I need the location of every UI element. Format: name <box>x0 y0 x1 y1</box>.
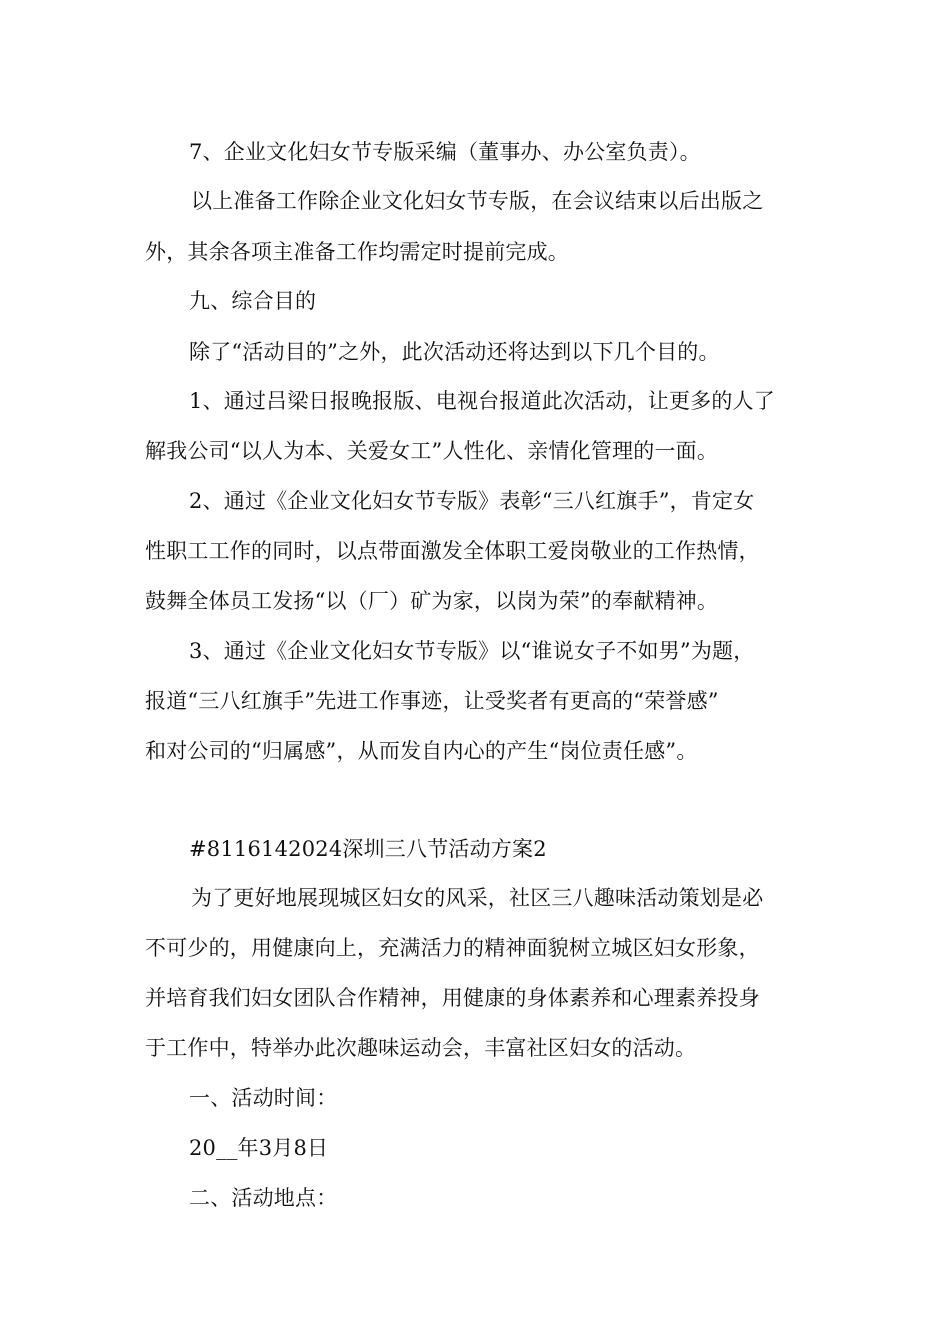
paragraph-line: 鼓舞全体员工发扬“以（厂）矿为家，以岗为荣”的奉献精神。 <box>145 589 719 613</box>
paragraph-item-7: 7、企业文化妇女节专版采编（董事办、办公室负责）。 <box>189 140 701 164</box>
paragraph-line: 为了更好地展现城区妇女的风采，社区三八趣味活动策划是必 <box>191 886 764 910</box>
list-item-1: 1、通过吕梁日报晚报版、电视台报道此次活动，让更多的人了 <box>189 389 775 413</box>
section-heading-9: 九、综合目的 <box>189 289 317 313</box>
paragraph-line: 以上准备工作除企业文化妇女节专版，在会议结束以后出版之 <box>191 189 764 213</box>
paragraph-line: 和对公司的“归属感”，从而发自内心的产生“岗位责任感”。 <box>145 739 698 763</box>
section-heading-time: 一、活动时间： <box>189 1086 338 1110</box>
list-item-3: 3、通过《企业文化妇女节专版》以“谁说女子不如男”为题， <box>189 639 755 663</box>
paragraph-line: 并培育我们妇女团队合作精神，用健康的身体素养和心理素养投身 <box>145 986 760 1010</box>
paragraph-line: 报道“三八红旗手”先进工作事迹，让受奖者有更高的“荣誉感” <box>145 689 719 713</box>
section-heading-location: 二、活动地点： <box>189 1186 338 1210</box>
paragraph-line: 不可少的，用健康向上，充满活力的精神面貌树立城区妇女形象， <box>145 936 760 960</box>
paragraph-line: 除了“活动目的”之外，此次活动还将达到以下几个目的。 <box>189 340 720 364</box>
paragraph-line: 解我公司“以人为本、关爱女工”人性化、亲情化管理的一面。 <box>145 439 719 463</box>
paragraph-line: 外，其余各项主准备工作均需定时提前完成。 <box>145 240 569 264</box>
section-title: #8116142024深圳三八节活动方案2 <box>189 837 547 861</box>
list-item-2: 2、通过《企业文化妇女节专版》表彰“三八红旗手”，肯定女 <box>189 489 755 513</box>
event-date: 20__年3月8日 <box>189 1136 329 1160</box>
paragraph-line: 性职工工作的同时，以点带面激发全体职工爱岗敬业的工作热情， <box>145 539 760 563</box>
paragraph-line: 于工作中，特举办此次趣味运动会，丰富社区妇女的活动。 <box>145 1036 697 1060</box>
